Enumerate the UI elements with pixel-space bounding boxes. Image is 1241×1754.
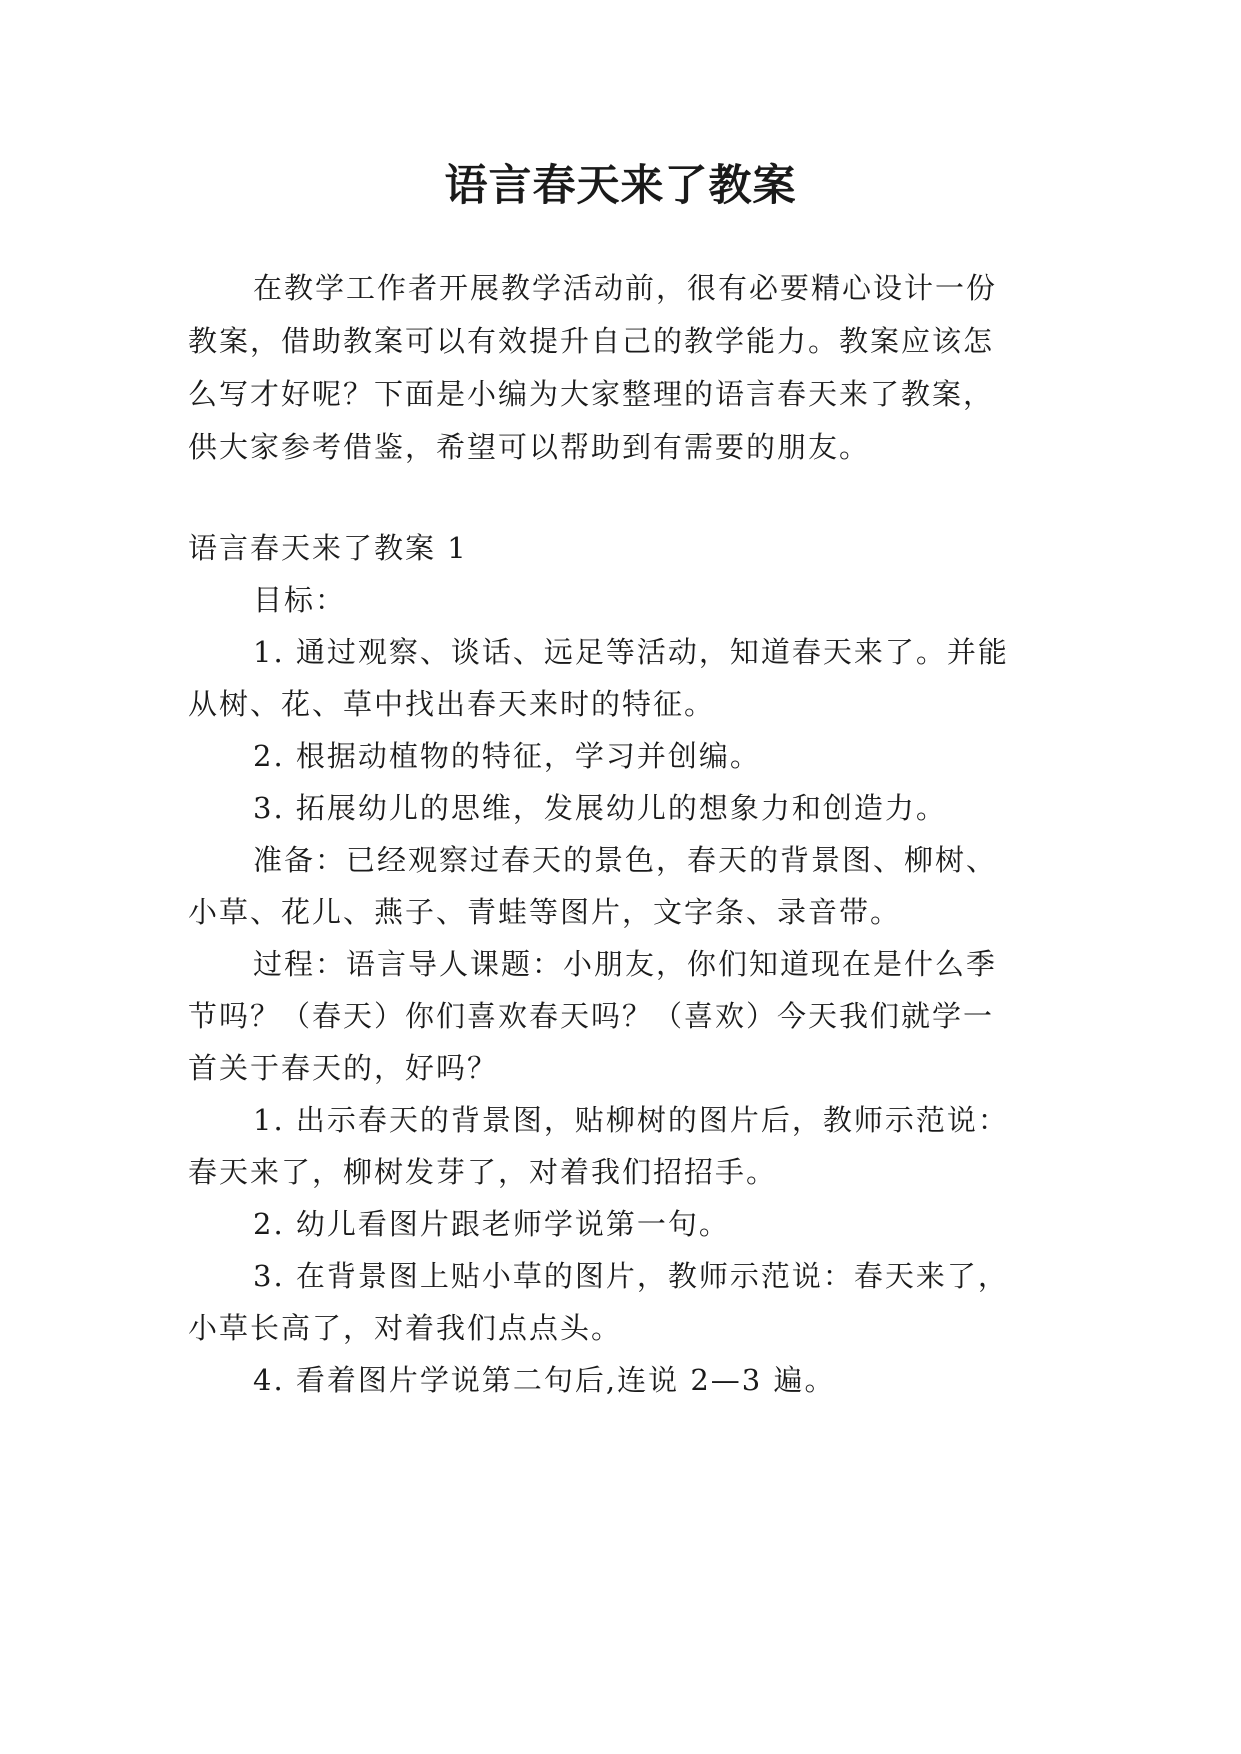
section-heading: 语言春天来了教案 1 — [188, 531, 468, 565]
body-line: 2. 根据动植物的特征，学习并创编。 — [253, 739, 761, 773]
body-line: 春天来了，柳树发芽了，对着我们招招手。 — [188, 1155, 778, 1189]
intro-line: 么写才好呢？下面是小编为大家整理的语言春天来了教案， — [188, 377, 995, 411]
body-line: 1. 通过观察、谈话、远足等活动，知道春天来了。并能 — [253, 635, 1009, 669]
intro-line: 教案，借助教案可以有效提升自己的教学能力。教案应该怎 — [188, 324, 995, 358]
body-line: 首关于春天的，好吗？ — [188, 1051, 499, 1085]
body-line: 从树、花、草中找出春天来时的特征。 — [188, 687, 716, 721]
body-line: 3. 在背景图上贴小草的图片，教师示范说：春天来了， — [253, 1259, 1009, 1293]
body-line: 2. 幼儿看图片跟老师学说第一句。 — [253, 1207, 730, 1241]
intro-line: 供大家参考借鉴，希望可以帮助到有需要的朋友。 — [188, 430, 871, 464]
intro-line: 在教学工作者开展教学活动前，很有必要精心设计一份 — [253, 271, 998, 305]
body-line: 小草、花儿、燕子、青蛙等图片，文字条、录音带。 — [188, 895, 902, 929]
document-title: 语言春天来了教案 — [444, 161, 797, 211]
body-line: 过程：语言导人课题：小朋友，你们知道现在是什么季 — [253, 947, 998, 981]
body-line: 3. 拓展幼儿的思维，发展幼儿的想象力和创造力。 — [253, 791, 947, 825]
body-line: 节吗？（春天）你们喜欢春天吗？（喜欢）今天我们就学一 — [188, 999, 995, 1033]
body-line: 准备：已经观察过春天的景色，春天的背景图、柳树、 — [253, 843, 998, 877]
body-line: 目标： — [253, 583, 347, 617]
body-line: 1. 出示春天的背景图，贴柳树的图片后，教师示范说： — [253, 1103, 1009, 1137]
body-line: 4. 看着图片学说第二句后,连说 2—3 遍。 — [253, 1363, 836, 1397]
body-line: 小草长高了，对着我们点点头。 — [188, 1311, 623, 1345]
